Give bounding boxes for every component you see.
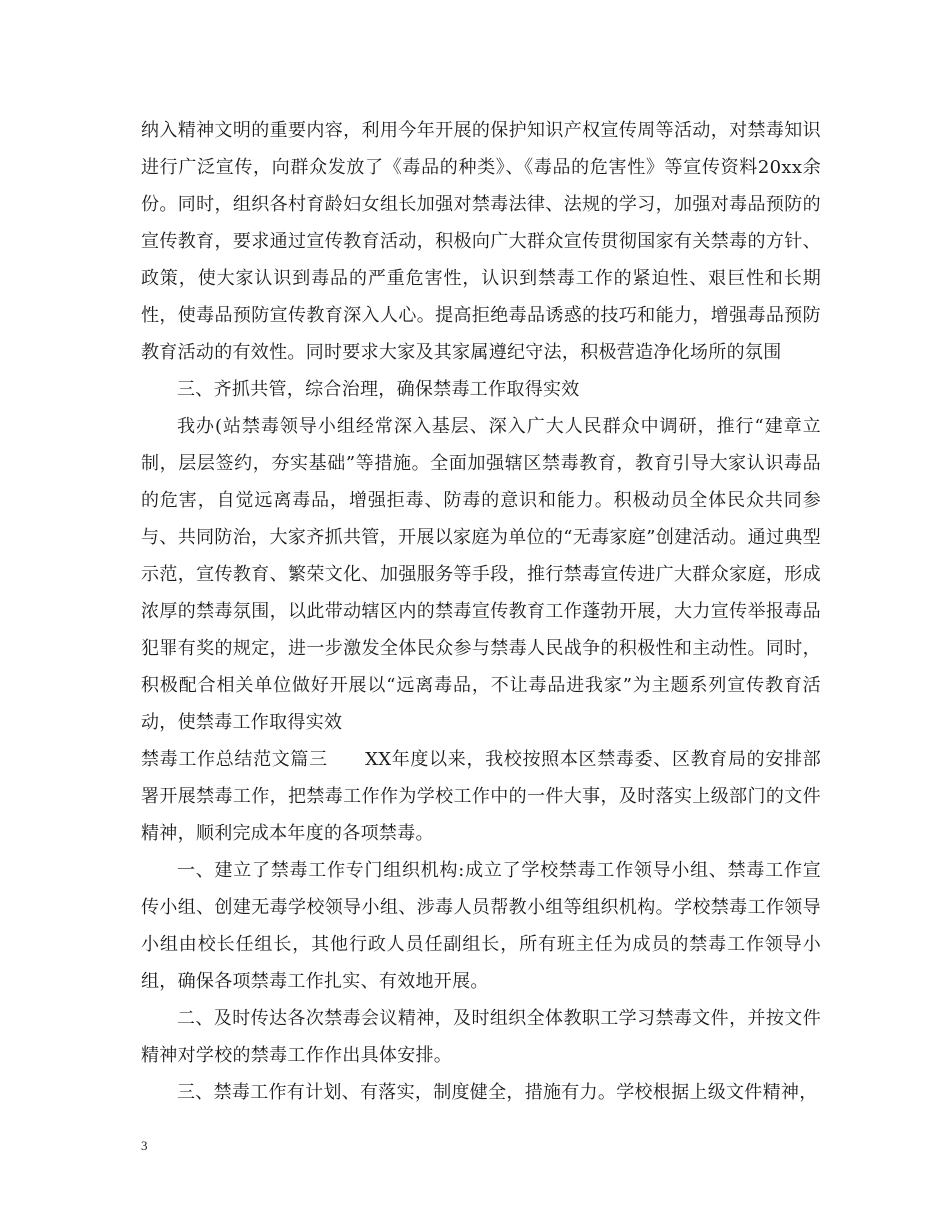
paragraph-continuation: 纳入精神文明的重要内容，利用今年开展的保护知识产权宣传周等活动，对禁毒知识进行广泛宣传，向群众发放了《毒品的种类》、《毒品的危害性》等宣传资料20xx余份。同时，组织各村育龄妇女组长加强对禁毒法律、法规的学习，加强对毒品预防的宣传教育，要求通过宣传教育活动，积极向广大群众宣传贯彻国家有关禁毒的方针、政策，使大家认识到毒品的严重危害性，认识到禁毒工作的紧迫性、艰巨性和长期性，使毒品预防宣传教育深入人心。提高拒绝毒品诱惑的技巧和能力，增强毒品预防教育活动的有效性。同时要求大家及其家属遵纪守法，积极营造净化场所的氛围 xyxy=(141,120,821,363)
paragraph-item-one: 一、建立了禁毒工作专门组织机构:成立了学校禁毒工作领导小组、禁毒工作宣传小组、创建无毒学校领导小组、涉毒人员帮教小组等组织机构。学校禁毒工作领导小组由校长任组长，其他行政人员任副组长，所有班主任为成员的禁毒工作领导小组，确保各项禁毒工作扎实、有效地开展。 xyxy=(141,860,821,992)
section-heading-three: 三、齐抓共管，综合治理，确保禁毒工作取得实效 xyxy=(177,379,580,400)
paragraph-article-three-intro: 禁毒工作总结范文篇三 XX年度以来，我校按照本区禁毒委、区教育局的安排部署开展禁毒工作，把禁毒工作作为学校工作中的一件大事，及时落实上级部门的文件精神，顺利完成本年度的各项禁毒。 xyxy=(141,749,821,844)
document-body xyxy=(141,112,821,1111)
paragraph-office-measures: 我办(站禁毒领导小组经常深入基层、深入广大人民群众中调研，推行“建章立制，层层签约，夯实基础”等措施。全面加强辖区禁毒教育，教育引导大家认识毒品的危害，自觉远离毒品，增强拒毒、防毒的意识和能力。积极动员全体民众共同参与、共同防治，大家齐抓共管，开展以家庭为单位的“无毒家庭”创建活动。通过典型示范，宣传教育、繁荣文化、加强服务等手段，推行禁毒宣传进广大群众家庭，形成浓厚的禁毒氛围，以此带动辖区内的禁毒宣传教育工作蓬勃开展，大力宣传举报毒品犯罪有奖的规定，进一步激发全体民众参与禁毒人民战争的积极性和主动性。同时，积极配合相关单位做好开展以“远离毒品，不让毒品进我家”为主题系列宣传教育活动，使禁毒工作取得实效 xyxy=(141,416,821,733)
paragraph-item-two: 二、及时传达各次禁毒会议精神，及时组织全体教职工学习禁毒文件，并按文件精神对学校的禁毒工作作出具体安排。 xyxy=(141,1008,821,1066)
page-number: 3 xyxy=(141,1138,148,1153)
paragraph-item-three: 三、禁毒工作有计划、有落实，制度健全，措施有力。学校根据上级文件精神， xyxy=(177,1082,818,1103)
